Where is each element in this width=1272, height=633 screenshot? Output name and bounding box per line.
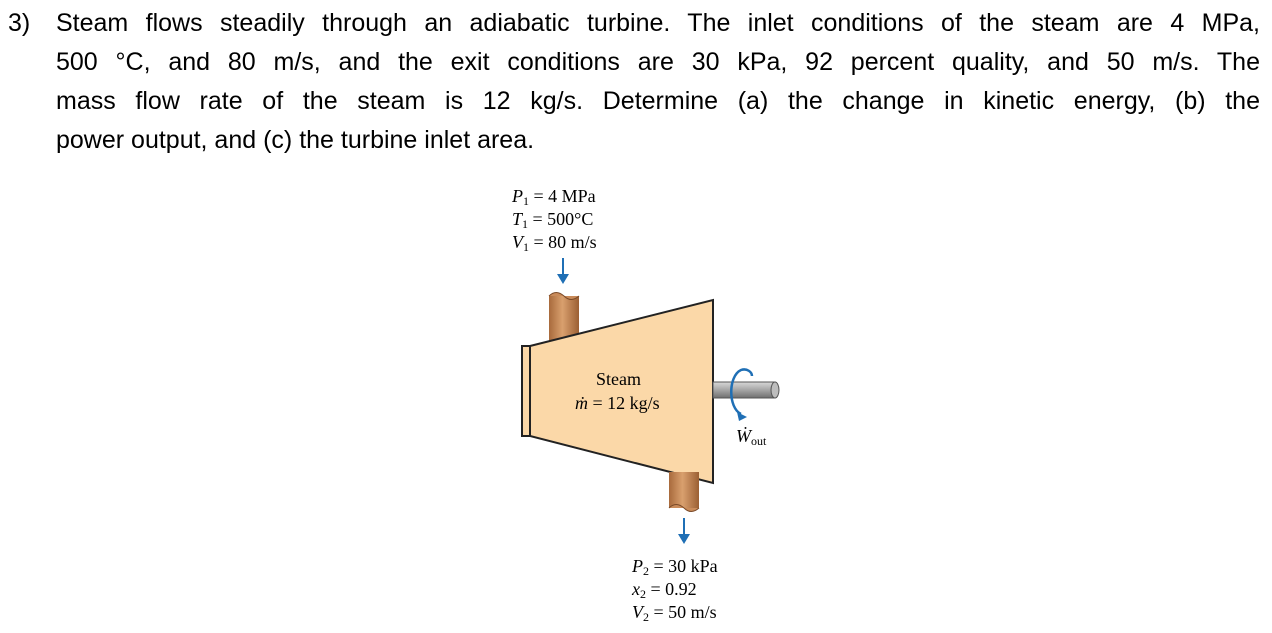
inlet-arrow [557, 258, 569, 284]
exit-arrow [678, 518, 690, 544]
steam-label: Steam [596, 369, 641, 389]
shaft [713, 382, 779, 398]
mass-flow-label: ṁ = 12 kg/s [575, 393, 660, 413]
problem-line-1: 3) Steam flows steadily through an adiabatic turbine. The inlet conditions of the steam are 4 MPa, [8, 4, 1260, 43]
exit-quality-label: $x_2 = 0.92$ [632, 579, 697, 601]
problem-line-3: mass flow rate of the steam is 12 kg/s. Determine (a) the change in kinetic energy, (b) the [56, 87, 1260, 115]
problem-line-4: power output, and (c) the turbine inlet area. [56, 126, 535, 154]
inlet-temperature-label: $T_1 = 500^\circ C$ [512, 209, 594, 231]
inlet-pressure-label: $P_1 = 4$ MPa [512, 186, 596, 208]
work-out-label: $Ẇ_{out}$ [736, 426, 767, 448]
problem-number: 3) [8, 9, 31, 37]
turbine-inlet-flange [522, 346, 530, 436]
inlet-velocity-label: $V_1 = 80$ m/s [512, 232, 597, 254]
exit-pipe [669, 472, 699, 512]
problem-line-2: 500 °C, and 80 m/s, and the exit conditions are 30 kPa, 92 percent quality, and 50 m/s. The [56, 48, 1260, 76]
exit-velocity-label: $V_2 = 50$ m/s [632, 602, 717, 624]
exit-pressure-label: $P_2 = 30$ kPa [632, 556, 718, 578]
